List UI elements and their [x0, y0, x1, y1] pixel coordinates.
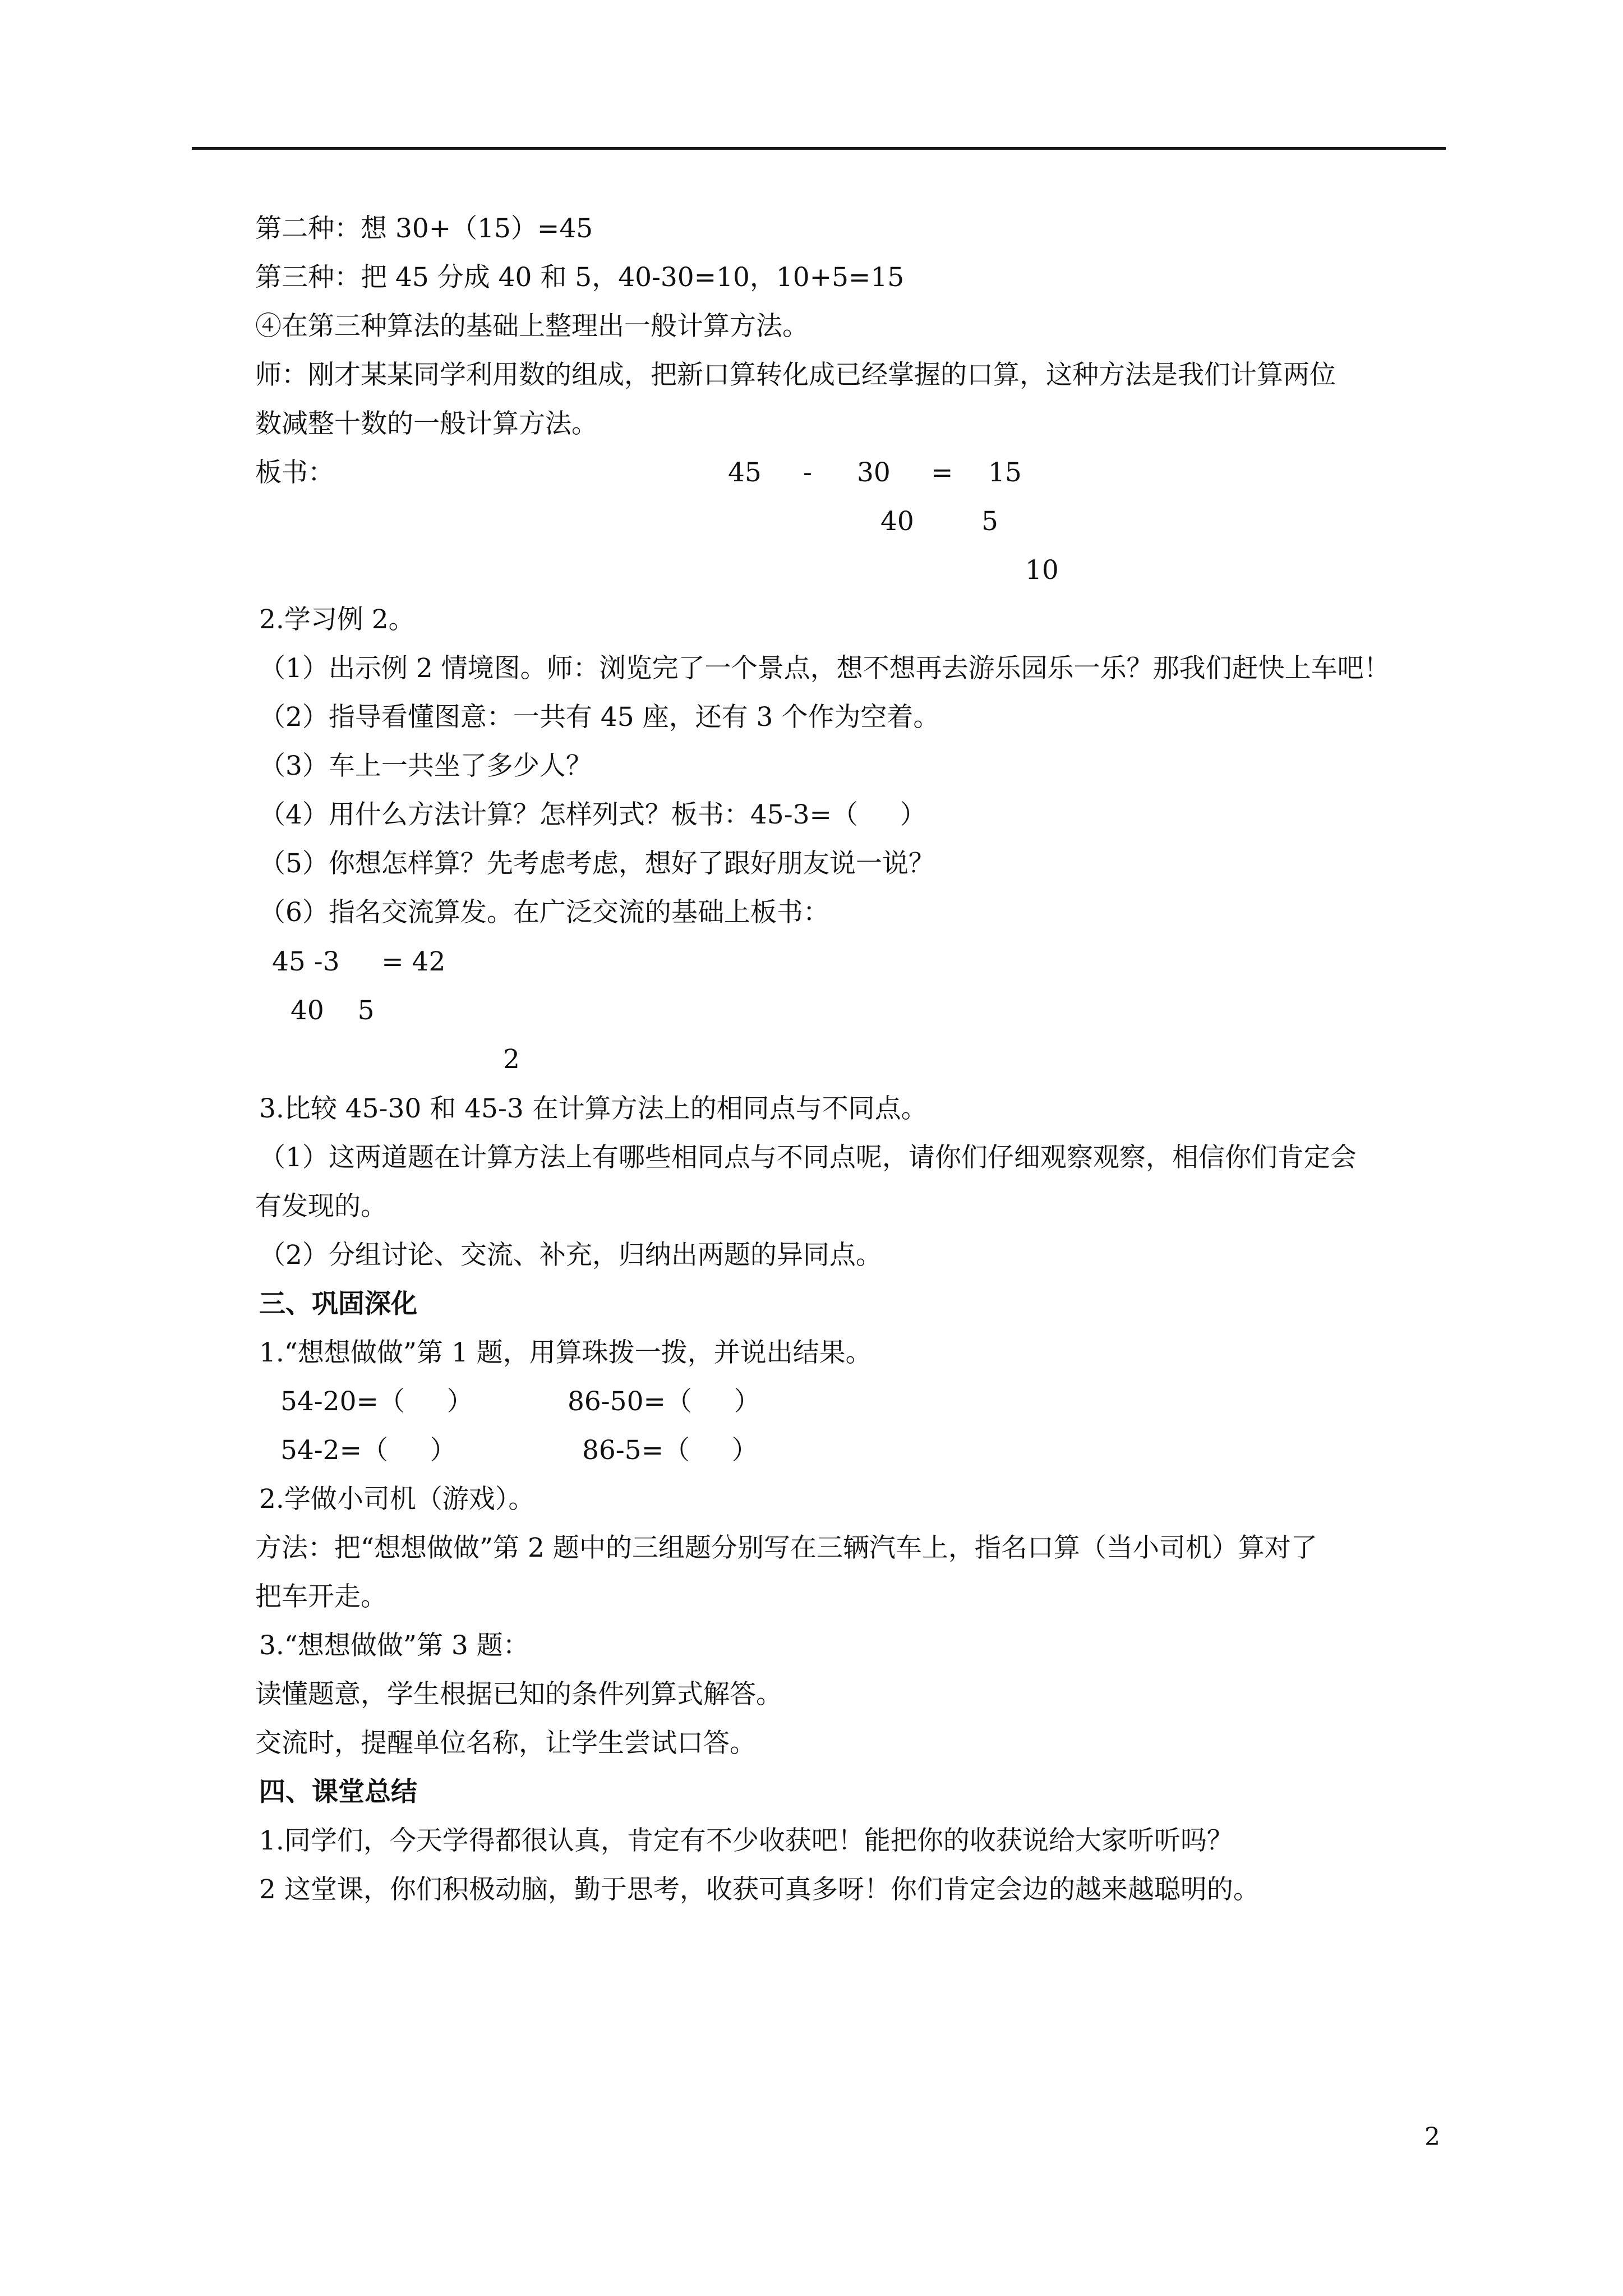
board1-minus-sign: -: [803, 457, 812, 488]
example-2-step-6: （6）指名交流算发。在广泛交流的基础上板书：: [259, 897, 829, 928]
practice-2-method-line-2: 把车开走。: [255, 1581, 387, 1612]
board1-equals-sign: =: [931, 457, 953, 488]
example-2-step-4: （4）用什么方法计算？怎样列式？板书：45-3=（ ）: [259, 799, 926, 830]
example-2-step-3: （3）车上一共坐了多少人？: [259, 751, 592, 781]
calc-54-20: 54-20=（ ）: [280, 1386, 473, 1417]
header-rule: [192, 147, 1446, 150]
example-2-step-5: （5）你想怎样算？先考虑考虑，想好了跟好朋友说一说？: [259, 848, 935, 879]
board1-minuend: 45: [728, 457, 762, 488]
teacher-remark-line-2: 数减整十数的一般计算方法。: [255, 408, 598, 439]
section-heading-consolidate: 三、巩固深化: [259, 1289, 417, 1319]
section-heading-summary: 四、课堂总结: [259, 1777, 417, 1807]
board1-partial-difference: 10: [1025, 555, 1059, 586]
calc-86-5: 86-5=（ ）: [582, 1435, 758, 1466]
practice-2-method-line-1: 方法：把“想想做做”第 2 题中的三组题分别写在三辆汽车上，指名口算（当小司机）算对了: [255, 1533, 1317, 1563]
compare-step-2: （2）分组讨论、交流、补充，归纳出两题的异同点。: [259, 1240, 882, 1271]
compare-step-1-line-1: （1）这两道题在计算方法上有哪些相同点与不同点呢，请你们仔细观察观察，相信你们肯定会: [259, 1142, 1357, 1173]
board1-result: 15: [988, 457, 1022, 488]
calc-54-2: 54-2=（ ）: [280, 1435, 457, 1466]
general-method-line: ④在第三种算法的基础上整理出一般计算方法。: [255, 311, 809, 342]
practice-3-line-2: 交流时，提醒单位名称，让学生尝试口答。: [255, 1728, 756, 1759]
practice-1: 1.“想想做做”第 1 题，用算珠拨一拨，并说出结果。: [259, 1337, 872, 1368]
example-2-title: 2.学习例 2。: [259, 604, 415, 635]
board1-split-ones: 5: [981, 506, 998, 537]
summary-2: 2 这堂课，你们积极动脑，勤于思考，收获可真多呀！你们肯定会边的越来越聪明的。: [259, 1874, 1260, 1905]
page-number: 2: [1424, 2123, 1440, 2151]
summary-1: 1.同学们，今天学得都很认真，肯定有不少收获吧！能把你的收获说给大家听听吗？: [259, 1825, 1233, 1856]
practice-2: 2.学做小司机（游戏）。: [259, 1484, 535, 1515]
board2-partial-difference: 2: [503, 1044, 520, 1075]
board1-subtrahend: 30: [857, 457, 891, 488]
method-three-line: 第三种：把 45 分成 40 和 5，40-30=10，10+5=15: [255, 262, 905, 293]
teacher-remark-line-1: 师：刚才某某同学利用数的组成，把新口算转化成已经掌握的口算，这种方法是我们计算两位: [255, 360, 1336, 390]
board2-equation: 45 -3 = 42: [272, 946, 446, 977]
compare-step-1-line-2: 有发现的。: [255, 1191, 387, 1222]
board2-split: 40 5: [291, 995, 375, 1026]
example-2-step-2: （2）指导看懂图意：一共有 45 座，还有 3 个作为空着。: [259, 702, 940, 733]
example-2-step-1: （1）出示例 2 情境图。师：浏览完了一个景点，想不想再去游乐园乐一乐？那我们赶快上车吧！: [259, 653, 1390, 684]
compare-title: 3.比较 45-30 和 45-3 在计算方法上的相同点与不同点。: [259, 1093, 928, 1124]
practice-3-line-1: 读懂题意，学生根据已知的条件列算式解答。: [255, 1679, 782, 1710]
practice-3: 3.“想想做做”第 3 题：: [259, 1630, 529, 1661]
board1-split-tens: 40: [880, 506, 914, 537]
calc-86-50: 86-50=（ ）: [568, 1386, 760, 1417]
method-two-line: 第二种：想 30+（15）=45: [255, 213, 593, 244]
board-label: 板书：: [255, 457, 334, 488]
